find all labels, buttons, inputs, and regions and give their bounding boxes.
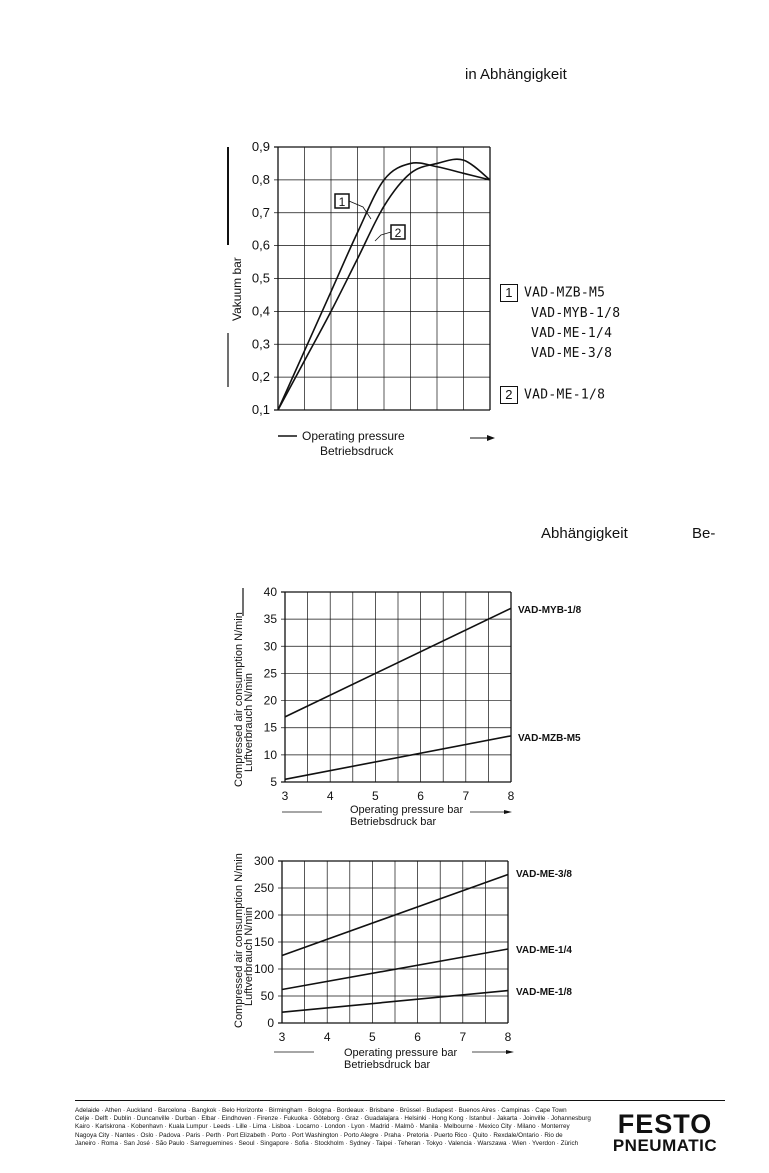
y-tick-label: 50 [260,989,274,1003]
y-tick-label: 100 [253,962,274,976]
footer-city-line: Celje · Delft · Dublin · Duncanville · Durban · Elbar · Eindhoven · Firenze · Fukuoka · Göteborg · Graz · Guadalajara · Helsinki · Hong Kong · Istanbul · Jakarta · Joinville · Johannesburg [75,1115,591,1123]
y-tick-label: 30 [263,639,277,654]
chart-air-large [222,846,622,1074]
chart-air-large-xlabel-2: Betriebsdruck bar [344,1059,431,1071]
y-tick-label: 0 [267,1016,274,1030]
chart-air-small-series-label: VAD-MYB-1/8 [518,605,582,616]
y-tick-label: 150 [253,935,274,949]
legend-label: VAD-ME-3/8 [531,346,613,361]
footer-city-line: Janeiro · Roma · San José · São Paulo · Sarreguemines · Seoul · Singapore · Sofia · Stockholm · Sydney · Taipei · Teheran · Tokyo · Valencia · Warszawa · Wien · Yverdon · Zürich [75,1139,579,1147]
heading-middle-a: Abhängigkeit [541,525,628,542]
y-tick-label: 0,7 [251,204,270,220]
chart-vacuum-xlabel-1: Operating pressure [302,429,405,443]
legend-item [500,326,620,346]
y-tick-label: 200 [253,908,274,922]
y-tick-label: 10 [263,747,277,762]
x-tick-label: 4 [323,1030,331,1044]
y-tick-label: 0,1 [251,402,270,417]
x-tick-label: 6 [417,789,424,803]
legend-item [500,386,620,406]
chart-vacuum-ylabel: Vakuum bar [230,257,244,321]
y-tick-label: 0,2 [251,369,270,385]
chart-vacuum [215,135,515,465]
logo-pneumatic: PNEUMATIC [612,1136,718,1155]
y-tick-label: 250 [253,881,274,895]
y-tick-label: 35 [263,612,277,627]
x-tick-label: 8 [507,789,515,803]
x-tick-label: 7 [462,789,470,803]
y-tick-label: 5 [270,775,277,789]
footer-city-line: Adelaide · Athen · Auckland · Barcelona · Bangkok · Belo Horizonte · Birmingham · Bologna · Bordeaux · Brisbane · Brüssel · Budapest · Buenos Aires · Campinas · Cape Town [75,1107,567,1114]
chart-air-large-ylabel-2: Luftverbrauch N/min [243,906,255,1006]
chart-air-large-series-label: VAD-ME-1/8 [516,987,572,998]
x-tick-label: 5 [372,789,379,803]
y-tick-label: 25 [263,666,277,681]
footer-cities [75,1107,591,1148]
chart-air-small [222,582,622,832]
legend-item [500,284,620,306]
x-tick-label: 3 [278,1030,286,1044]
y-tick-label: 20 [263,693,277,708]
y-tick-label: 15 [263,720,277,735]
footer-city-line: Kairo · Karlskrona · Kobenhavn · Kuala Lumpur · Leeds · Lille · Lima · Lisboa · Locarno · London · Lyon · Madrid · Malmö · Manila · Melbourne · Mexico City · Milano · Monterrey [75,1123,570,1131]
legend-label: VAD-MZB-M5 [524,285,606,301]
legend-box-1: 1 [500,284,518,302]
x-tick-label: 6 [414,1030,421,1044]
legend-vacuum [500,284,620,406]
y-tick-label: 300 [253,854,274,868]
y-tick-label: 0,6 [251,237,270,253]
x-tick-label: 8 [504,1030,512,1044]
y-tick-label: 0,5 [251,270,270,286]
legend-label: VAD-MYB-1/8 [531,306,621,321]
legend-item [500,346,620,386]
legend-box-2: 2 [500,386,518,404]
footer-city-line: Nagoya City · Nantes · Oslo · Padova · Paris · Perth · Port Elizabeth · Porto · Port Washington · Porto Alegre · Praha · Pretoria · Puerto Rico · Quito · Rexdale/Ontario · Rio de [75,1131,563,1139]
chart-air-large-ylabel-1: Compressed air consumption N/min [233,853,245,1028]
y-tick-label: 0,3 [251,336,270,352]
y-tick-label: 0,8 [251,171,270,187]
legend-item [500,306,620,326]
chart-air-small-xlabel-2: Betriebsdruck bar [350,816,437,828]
x-tick-label: 4 [326,789,334,803]
y-tick-label: 0,4 [251,303,270,319]
legend-label: VAD-ME-1/8 [524,387,606,403]
heading-top: in Abhängigkeit [465,66,567,83]
chart-air-small-xlabel-1: Operating pressure bar [350,804,464,816]
x-tick-label: 3 [281,789,289,803]
logo-festo: FESTO [617,1109,713,1139]
chart-vacuum-callout-2: 2 [394,226,402,240]
chart-vacuum-callout-1: 1 [338,195,346,209]
legend-label: VAD-ME-1/4 [531,326,613,341]
x-tick-label: 7 [459,1030,467,1044]
x-tick-label: 5 [369,1030,376,1044]
chart-air-small-ylabel-2: Luftverbrauch N/min [243,672,255,772]
chart-air-large-series-label: VAD-ME-1/4 [516,945,572,956]
y-tick-label: 0,9 [251,139,270,154]
heading-middle-b: Be- [692,525,716,542]
chart-air-large-xlabel-1: Operating pressure bar [344,1047,458,1059]
y-tick-label: 40 [263,585,277,599]
chart-air-small-series-label: VAD-MZB-M5 [518,733,581,744]
festo-logo [604,1111,726,1154]
chart-air-large-series-label: VAD-ME-3/8 [516,869,572,880]
chart-air-small-ylabel-1: Compressed air consumption N/min [233,612,245,787]
chart-vacuum-xlabel-2: Betriebsdruck [320,444,394,458]
footer-rule [75,1100,725,1101]
